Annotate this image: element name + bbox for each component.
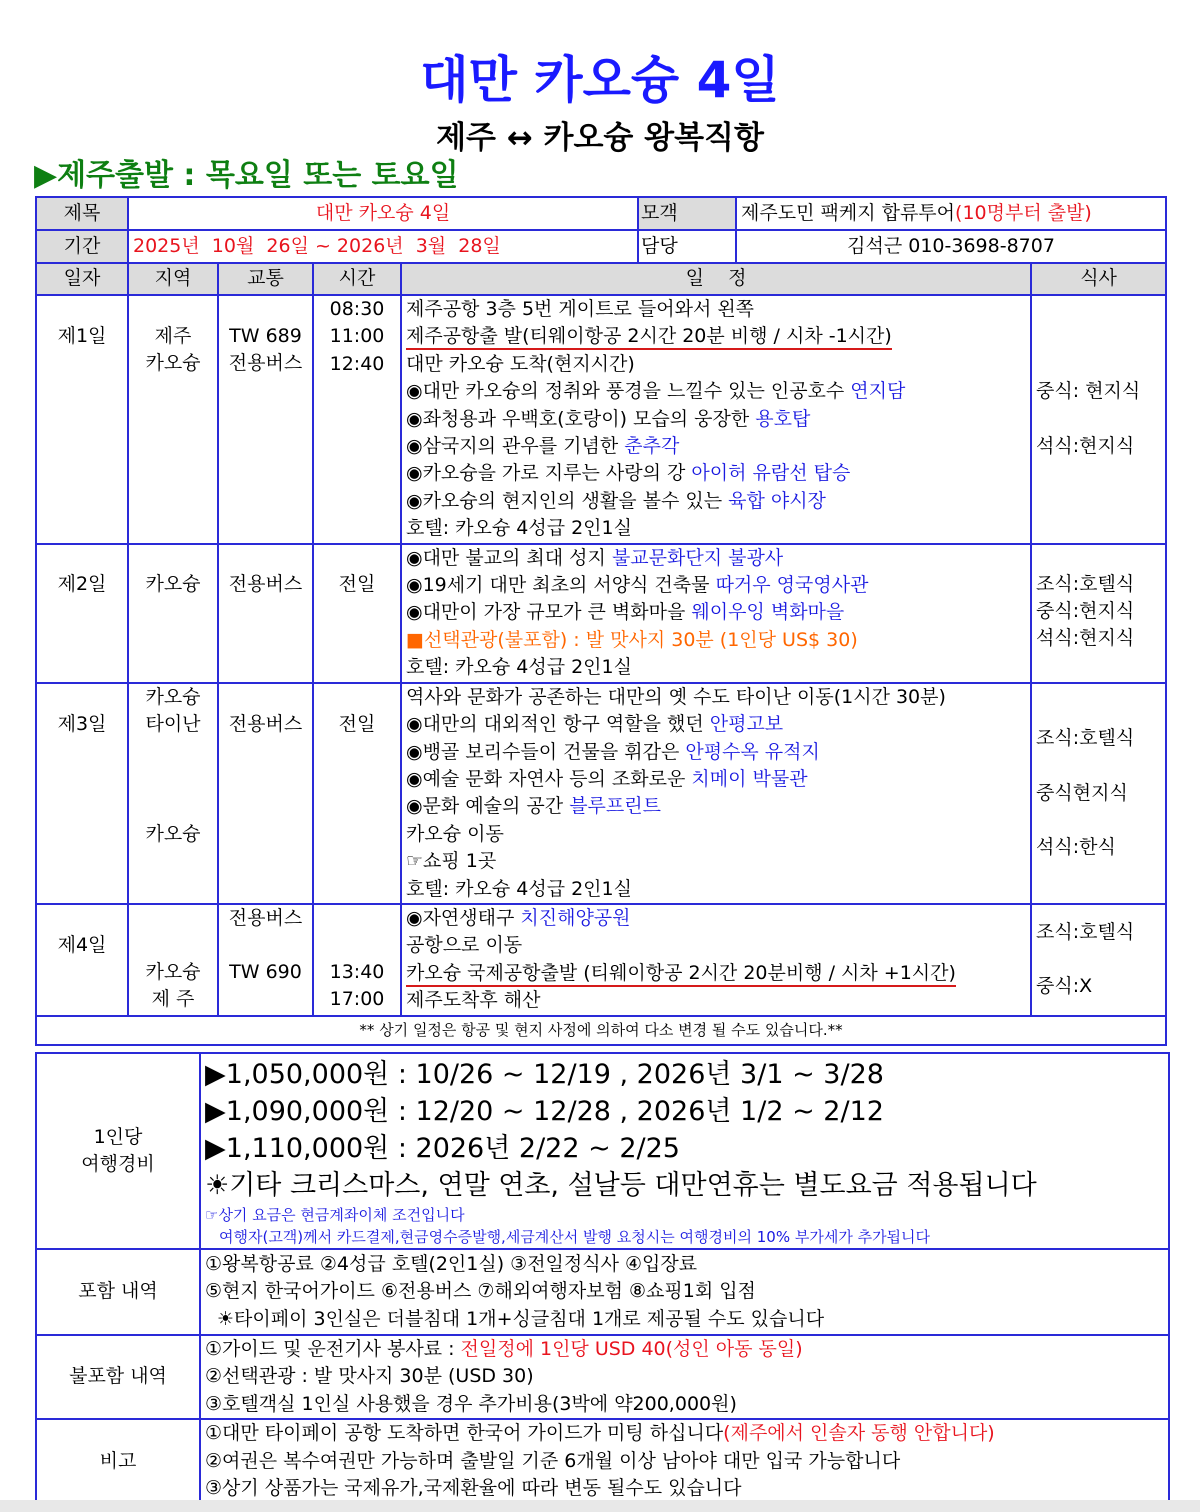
day4-time-2: 17:00 (329, 988, 385, 1011)
price-line-2: ▶1,090,000원 : 12/20 ~ 12/28 , 2026년 1/2 ~ 2/12 (205, 1096, 884, 1127)
day1-line-4: ◉대만 카오슝의 정취와 풍경을 느낄수 있는 인공호수 연지담 (406, 380, 906, 403)
day3-schedule (401, 683, 1031, 904)
day4-region (128, 904, 218, 1016)
day1-region-1: 제주 (154, 325, 192, 347)
day3-row (36, 683, 1166, 904)
day4-meal-1: 조식:호텔식 (1036, 920, 1135, 943)
group-value: 제주도민 팩케지 합류투어 (741, 201, 956, 224)
excluded-row (36, 1335, 1169, 1419)
day2-meal-1: 조식:호텔식 (1036, 572, 1135, 595)
day1-label: 제1일 (36, 295, 128, 544)
day3-line-8: 호텔: 카오슝 4성급 2인1실 (406, 877, 632, 900)
day4-time-1: 13:40 (329, 960, 385, 983)
day1-spot-pavilion: 춘추각 (624, 435, 680, 458)
day4-line-4: 제주도착후 해산 (406, 989, 541, 1012)
excluded-line-1: ①가이드 및 운전기사 봉사료 : 전일정에 1인당 USD 40(성인 아동 동일) (205, 1338, 803, 1360)
day3-region-2: 타이난 (145, 713, 201, 736)
day2-row (36, 544, 1166, 683)
excluded-line-2: ②선택관광 : 발 맛사지 30분 (USD 30) (205, 1365, 534, 1388)
included-row (36, 1249, 1169, 1335)
footer-note-row (36, 1016, 1166, 1045)
group-cell (736, 197, 1166, 230)
remarks-no-escort: (제주에서 인솔자 동행 안합니다) (723, 1422, 995, 1445)
day3-region-3: 카오슝 (145, 822, 201, 845)
day1-line-6: ◉삼국지의 관우를 기념한 춘추각 (406, 435, 680, 458)
day3-spot-anping-fort: 안평고보 (709, 713, 784, 736)
day3-meal-3: 석식:한식 (1036, 836, 1116, 859)
period-value: 2025년 10월 26일 ~ 2026년 3월 28일 (128, 230, 638, 263)
manager-value: 김석근 010-3698-8707 (736, 230, 1166, 263)
day3-meal-1: 조식:호텔식 (1036, 727, 1135, 750)
price-line-1: ▶1,050,000원 : 10/26 ~ 12/19 , 2026년 3/1 ~ 3/28 (205, 1059, 884, 1090)
day4-transport-2: TW 690 (229, 961, 302, 984)
day4-transport (218, 904, 313, 1016)
day2-line-1: ◉대만 불교의 최대 성지 불교문화단지 불광사 (406, 546, 784, 569)
day3-region-1: 카오슝 (145, 685, 201, 708)
day3-meals (1031, 683, 1166, 904)
day3-line-5: ◉문화 예술의 공간 블루프린트 (406, 795, 661, 818)
col-region: 지역 (128, 263, 218, 295)
day1-line-8: ◉카오슝의 현지인의 생활을 볼수 있는 육합 야시장 (406, 489, 826, 512)
price-label-1: 1인당 (93, 1125, 143, 1148)
day4-schedule (401, 904, 1031, 1016)
day3-region (128, 683, 218, 904)
remarks-line-3: ③상기 상품가는 국제유가,국제환율에 따라 변동 될수도 있습니다 (205, 1477, 742, 1500)
day1-spot-night-market: 육합 야시장 (728, 489, 826, 512)
day4-meal-2: 중식:X (1036, 975, 1093, 998)
remarks-row (36, 1419, 1169, 1503)
included-label: 포함 내역 (36, 1249, 200, 1335)
price-note-2: 여행자(고객)께서 카드결제,현금영수증발행,세금계산서 발행 요청시는 여행경비의 10% 부가세가 추가됩니다 (219, 1228, 931, 1246)
excluded-details (200, 1335, 1169, 1419)
remarks-details (200, 1419, 1169, 1503)
day4-row (36, 904, 1166, 1016)
label-manager: 담당 (638, 230, 736, 263)
remarks-label: 비고 (36, 1419, 200, 1503)
day3-line-4: ◉예술 문화 자연사 등의 조화로운 치메이 박물관 (406, 767, 808, 790)
included-line-1: ①왕복항공료 ②4성급 호텔(2인1실) ③전일정식사 ④입장료 (205, 1252, 698, 1275)
day1-transport-1: TW 689 (229, 325, 302, 347)
day1-time-1: 08:30 (329, 298, 385, 320)
day4-spot-cijin-park: 치진해양공원 (520, 906, 631, 929)
day2-spot-british-consulate: 따거우 영국영사관 (715, 574, 869, 597)
day2-line-3: ◉대만이 가장 규모가 큰 벽화마을 웨이우잉 벽화마을 (406, 601, 845, 624)
day1-line-5: ◉좌청용과 우백호(호랑이) 모습의 웅장한 용호탑 (406, 407, 811, 430)
remarks-line-2: ②여권은 복수여권만 가능하며 출발일 기준 6개월 이상 남아야 대만 입국 가능합니다 (205, 1449, 901, 1472)
day3-line-6: 카오슝 이동 (406, 822, 504, 845)
day2-time: 전일 (313, 544, 401, 683)
day1-row (36, 295, 1166, 544)
col-meal: 식사 (1031, 263, 1166, 295)
label-group: 모객 (638, 197, 736, 230)
title-value: 대만 카오슝 4일 (128, 197, 638, 230)
included-line-3: ☀타이페이 3인실은 더블침대 1개+싱글침대 1개로 제공될 수도 있습니다 (217, 1307, 825, 1330)
col-time: 시간 (313, 263, 401, 295)
included-details (200, 1249, 1169, 1335)
day4-label: 제4일 (36, 904, 128, 1016)
day1-time-3: 12:40 (329, 352, 385, 375)
day2-meal-2: 중식:현지식 (1036, 600, 1135, 623)
day3-time: 전일 (313, 683, 401, 904)
day1-spot-love-river: 아이허 유람선 탑승 (691, 462, 851, 485)
day2-spot-mural-village: 웨이우잉 벽화마을 (691, 601, 845, 624)
day2-line-4-optional-tour: ■선택관광(불포함) : 발 맛사지 30분 (1인당 US$ 30) (406, 628, 858, 651)
page-subtitle: 제주 ↔ 카오슝 왕복직항 (436, 120, 764, 156)
col-schedule: 일 정 (401, 263, 1031, 295)
day4-region-2: 제 주 (151, 988, 195, 1011)
day3-line-2: ◉대만의 대외적인 항구 역할을 했던 안평고보 (406, 713, 784, 736)
info-row-title (36, 197, 1166, 230)
day1-line-3: 대만 카오슝 도착(현지시간) (406, 352, 635, 375)
schedule-change-note: ** 상기 일정은 항공 및 현지 사정에 의하여 다소 변경 될 수도 있습니다.** (36, 1016, 1166, 1045)
day2-line-5: 호텔: 카오슝 4성급 2인1실 (406, 656, 632, 679)
day1-transport-2: 전용버스 (228, 352, 303, 375)
col-day: 일자 (36, 263, 128, 295)
label-period: 기간 (36, 230, 128, 263)
price-details (200, 1053, 1169, 1249)
day4-line-2: 공항으로 이동 (406, 934, 523, 957)
price-label (36, 1053, 200, 1249)
price-note-1: ☞상기 요금은 현금계좌이체 조건입니다 (205, 1206, 465, 1224)
day2-meal-3: 석식:현지식 (1036, 627, 1135, 650)
day2-transport: 전용버스 (218, 544, 313, 683)
day1-transport (218, 295, 313, 544)
day1-region-2: 카오슝 (145, 352, 201, 375)
day1-meal-1: 중식: 현지식 (1036, 380, 1141, 403)
day4-region-1: 카오슝 (145, 960, 201, 983)
included-line-2: ⑤현지 한국어가이드 ⑥전용버스 ⑦해외여행자보험 ⑧쇼핑1회 입점 (205, 1280, 756, 1303)
day3-label: 제3일 (36, 683, 128, 904)
column-header-row (36, 263, 1166, 295)
excluded-line-3: ③호텔객실 1인실 사용했을 경우 추가비용(3박에 약200,000원) (205, 1392, 737, 1415)
day4-line-1: ◉자연생태구 치진해양공원 (406, 906, 631, 929)
day1-schedule (401, 295, 1031, 544)
price-row (36, 1053, 1169, 1249)
day3-meal-2: 중식현지식 (1036, 781, 1128, 804)
info-row-period (36, 230, 1166, 263)
day4-times (313, 904, 401, 1016)
label-title: 제목 (36, 197, 128, 230)
day3-spot-chimei-museum: 치메이 박물관 (691, 767, 808, 790)
price-line-3: ▶1,110,000원 : 2026년 2/22 ~ 2/25 (205, 1133, 680, 1164)
price-line-4-holiday: ☀기타 크리스마스, 연말 연초, 설날등 대만연휴는 별도요금 적용됩니다 (205, 1170, 1037, 1201)
price-table (35, 1052, 1170, 1504)
day1-spot-lotus-lake: 연지담 (850, 380, 906, 403)
day1-time-2: 11:00 (329, 325, 385, 348)
col-transport: 교통 (218, 263, 313, 295)
day4-meals (1031, 904, 1166, 1016)
day1-times (313, 295, 401, 544)
day1-region (128, 295, 218, 544)
day2-meals (1031, 544, 1166, 683)
day4-transport-1: 전용버스 (228, 906, 303, 929)
day3-line-3: ◉뱅골 보리수들이 건물을 휘감은 안평수옥 유적지 (406, 740, 820, 763)
day1-line-9: 호텔: 카오슝 4성급 2인1실 (406, 517, 632, 540)
day3-spot-tree-house: 안평수옥 유적지 (685, 740, 820, 763)
bottom-scroll-edge (0, 1500, 1200, 1512)
day2-line-2: ◉19세기 대만 최초의 서양식 건축물 따거우 영국영사관 (406, 574, 869, 597)
day2-region: 카오슝 (128, 544, 218, 683)
day1-spot-dragon-tiger: 용호탑 (755, 407, 811, 430)
day3-spot-blueprint: 블루프린트 (569, 795, 661, 818)
day2-spot-fo-guang-shan: 불교문화단지 불광사 (611, 546, 784, 569)
excluded-guide-fee: 전일정에 1인당 USD 40(성인 아동 동일) (460, 1338, 803, 1360)
day1-meals (1031, 295, 1166, 544)
day3-line-7-shopping: ☞쇼핑 1곳 (406, 850, 497, 873)
page-title: 대만 카오슝 4일 (420, 51, 780, 109)
day1-meal-2: 석식:현지식 (1036, 434, 1135, 457)
day2-label: 제2일 (36, 544, 128, 683)
departure-days: ▶제주출발 : 목요일 또는 토요일 (34, 158, 459, 193)
day1-line-2: 제주공항출 발(티웨이항공 2시간 20분 비행 / 시차 -1시간) (406, 324, 892, 350)
price-label-2: 여행경비 (81, 1153, 155, 1175)
schedule-grid (35, 196, 1167, 1046)
remarks-line-1: ①대만 타이페이 공항 도착하면 한국어 가이드가 미팅 하십니다(제주에서 인솔자 동행 안합니다) (205, 1422, 995, 1445)
day3-line-1: 역사와 문화가 공존하는 대만의 옛 수도 타이난 이동(1시간 30분) (406, 685, 946, 708)
day3-transport: 전용버스 (218, 683, 313, 904)
day2-schedule (401, 544, 1031, 683)
excluded-label: 불포함 내역 (36, 1335, 200, 1419)
day1-line-7: ◉카오슝을 가로 지루는 사랑의 강 아이허 유람선 탑승 (406, 462, 851, 485)
group-note: (10명부터 출발) (955, 201, 1092, 224)
day1-line-1: 제주공항 3층 5번 게이트로 들어와서 왼쪽 (406, 298, 755, 320)
day4-line-3: 카오슝 국제공항출발 (티웨이항공 2시간 20분비행 / 시차 +1시간) (406, 961, 956, 987)
